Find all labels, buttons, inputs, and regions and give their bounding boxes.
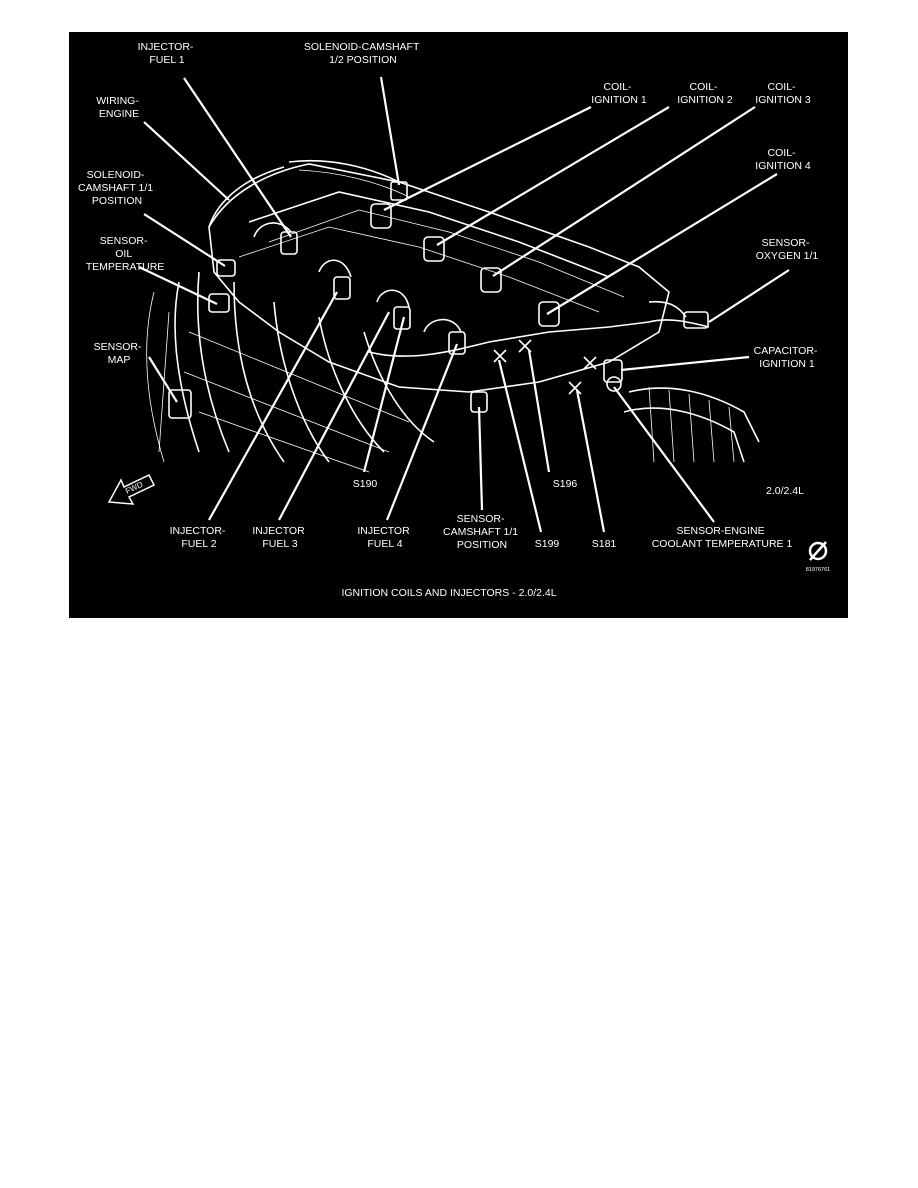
label-engine-size: 2.0/2.4L bbox=[766, 485, 804, 497]
label-coil-ignition-3: COIL- IGNITION 3 bbox=[755, 81, 811, 106]
label-coil-ignition-2: COIL- IGNITION 2 bbox=[677, 81, 733, 106]
label-s190: S190 bbox=[352, 478, 378, 490]
label-sensor-oil-temperature: SENSOR- OIL TEMPERATURE bbox=[85, 235, 165, 273]
label-solenoid-camshaft-12: SOLENOID-CAMSHAFT 1/2 POSITION bbox=[303, 41, 420, 66]
label-coil-ignition-4: COIL- IGNITION 4 bbox=[755, 147, 811, 172]
label-sensor-engine-coolant: SENSOR-ENGINE COOLANT TEMPERATURE 1 bbox=[651, 525, 793, 550]
label-coil-ignition-1: COIL- IGNITION 1 bbox=[591, 81, 647, 106]
label-sensor-map: SENSOR- MAP bbox=[93, 341, 142, 366]
label-sensor-camshaft-11: SENSOR- CAMSHAFT 1/1 POSITION bbox=[443, 513, 519, 551]
engine-diagram-figure bbox=[69, 32, 848, 618]
label-injector-fuel-4: INJECTOR FUEL 4 bbox=[357, 525, 410, 550]
fwd-label: FWD bbox=[124, 479, 145, 496]
label-s181: S181 bbox=[591, 538, 617, 550]
label-s196: S196 bbox=[552, 478, 578, 490]
label-injector-fuel-3: INJECTOR FUEL 3 bbox=[252, 525, 305, 550]
label-injector-fuel-1: INJECTOR- FUEL 1 bbox=[137, 41, 194, 66]
label-capacitor-ignition-1: CAPACITOR- IGNITION 1 bbox=[753, 345, 818, 370]
figure-caption: IGNITION COILS AND INJECTORS - 2.0/2.4L bbox=[341, 587, 557, 599]
label-wiring-engine: WIRING- ENGINE bbox=[96, 95, 140, 120]
label-solenoid-camshaft-11: SOLENOID- CAMSHAFT 1/1 POSITION bbox=[78, 169, 154, 207]
label-injector-fuel-2: INJECTOR- FUEL 2 bbox=[169, 525, 226, 550]
figure-code: 81976761 bbox=[805, 567, 831, 573]
label-sensor-oxygen-11: SENSOR- OXYGEN 1/1 bbox=[755, 237, 819, 262]
label-s199: S199 bbox=[534, 538, 560, 550]
